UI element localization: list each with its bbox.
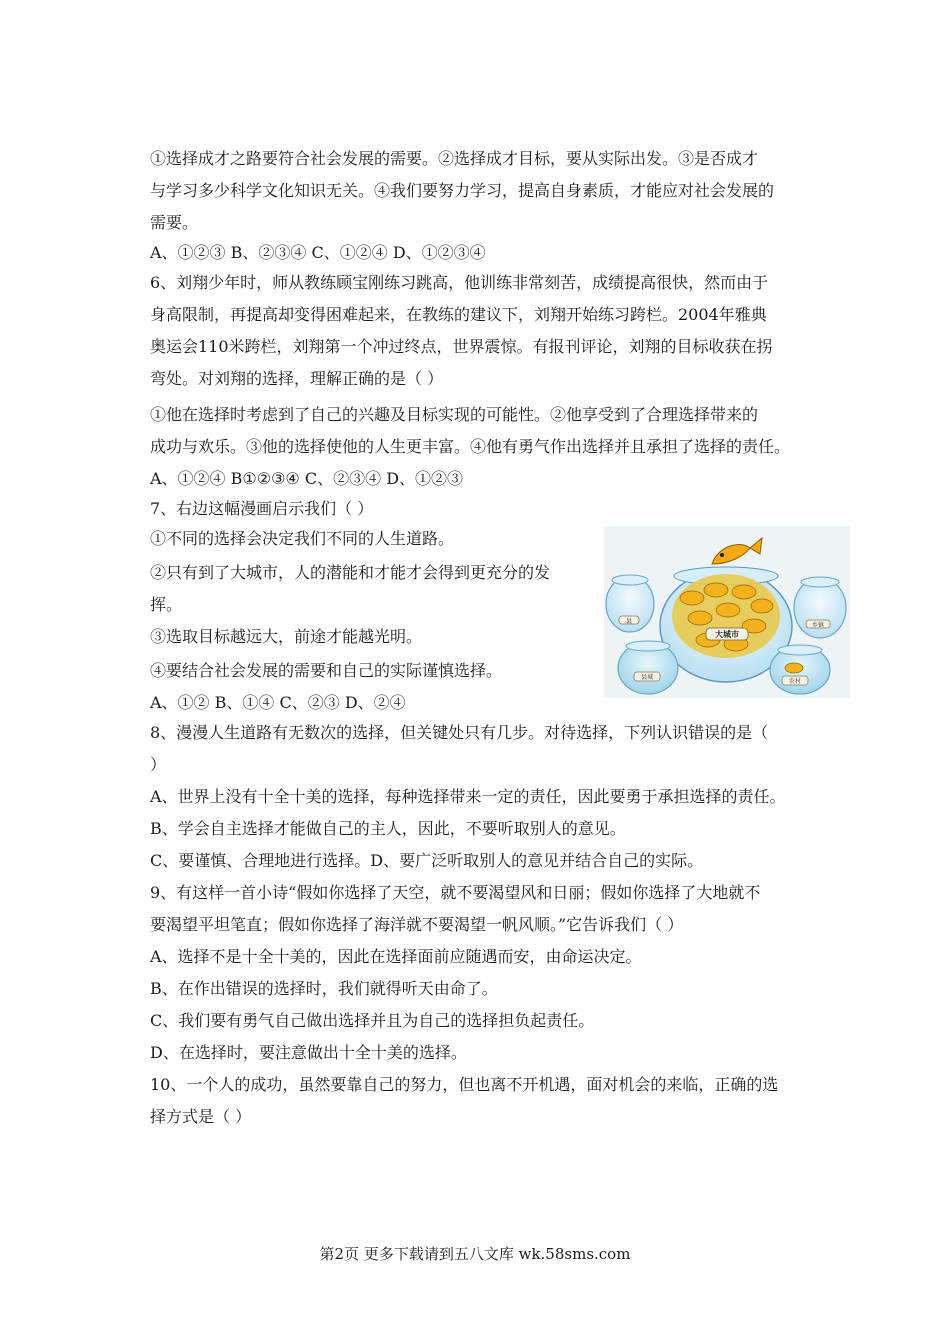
question-8: 8、漫漫人生道路有无数次的选择，但关键处只有几步。对待选择，下列认识错误的是（ [150,723,769,742]
goldfish-bowl-cartoon [594,511,850,698]
small-bowl [606,575,654,632]
option-a: A、世界上没有十全十美的选择，每种选择带来一定的责任，因此要勇于承担选择的责任。 [150,787,786,806]
small-bowl [770,645,830,694]
question-7: 7、右边这幅漫画启示我们（ ） [150,499,374,518]
text-line: ③选取目标越远大，前途才能越光明。 [150,627,423,646]
option-b: B、学会自主选择才能做自己的主人，因此，不要听取别人的意见。 [150,819,626,838]
text-line: ④要结合社会发展的需要和自己的实际谨慎选择。 [150,661,503,680]
answer-options: A、①② B、①④ C、②③ D、②④ [150,693,406,712]
question-9: 9、有这样一首小诗“假如你选择了天空，就不要渴望风和日丽；假如你选择了大地就不 [150,883,761,902]
small-bowl [794,577,846,638]
option-a: A、选择不是十全十美的，因此在选择面前应随遇而安，由命运决定。 [150,947,642,966]
big-bowl-label: 大城市 [715,629,739,639]
bowl-label: 乡 [594,511,601,518]
option-d: D、在选择时，要注意做出十全十美的选择。 [150,1043,467,1062]
small-bowl [594,510,600,518]
text-line: ①不同的选择会决定我们不同的人生道路。 [150,529,455,548]
text-line: ②只有到了大城市，人的潜能和才能才会得到更充分的发 [150,563,551,582]
text-line: 需要。 [150,213,199,232]
text-line: 成功与欢乐。③他的选择使他的人生更丰富。④他有勇气作出选择并且承担了选择的责任。 [150,437,791,456]
text-line: 奥运会110米跨栏，刘翔第一个冲过终点，世界震惊。有报刊评论，刘翔的目标收获在拐 [150,337,773,356]
option-b: B、在作出错误的选择时，我们就得听天由命了。 [150,979,498,998]
text-line: 要渴望平坦笔直；假如你选择了海洋就不要渴望一帆风顺。”它告诉我们（ ） [150,915,684,934]
answer-options: A、①②③ B、②③④ C、①②④ D、①②③④ [150,243,486,262]
text-line: ①选择成才之路要符合社会发展的需要。②选择成才目标，要从实际出发。③是否成才 [150,149,759,168]
bowl-label: 乡镇 [811,622,825,629]
question-6: 6、刘翔少年时，师从教练顾宝刚练习跳高，他训练非常刻苦，成绩提高很快，然而由于 [150,273,769,292]
text-line: 挥。 [150,595,183,614]
answer-options: A、①②④ B①②③④ C、②③④ D、①②③ [150,469,464,488]
text-line: ） [150,755,167,774]
bowl-label: 县城 [640,674,654,681]
bowl-label: 农村 [788,678,802,685]
option-c: C、我们要有勇气自己做出选择并且为自己的选择担负起责任。 [150,1011,595,1030]
bowl-label: 县 [625,618,633,625]
text-line: ①他在选择时考虑到了自己的兴趣及目标实现的可能性。②他享受到了合理选择带来的 [150,405,759,424]
page-footer: 第2页 更多下载请到五八文库 wk.58sms.com [319,1245,631,1263]
option-cd: C、要谨慎、合理地进行选择。D、要广泛听取别人的意见并结合自己的实际。 [150,851,704,870]
question-10: 10、一个人的成功，虽然要靠自己的努力，但也离不开机遇，面对机会的来临，正确的选 [150,1075,779,1094]
text-line: 择方式是（ ） [150,1107,252,1126]
text-line: 弯处。对刘翔的选择，理解正确的是（ ） [150,369,444,388]
text-line: 身高限制，再提高却变得困难起来，在教练的建议下，刘翔开始练习跨栏。2004年雅典 [150,305,767,324]
text-line: 与学习多少科学文化知识无关。④我们要努力学习，提高自身素质，才能应对社会发展的 [150,181,775,200]
small-bowl [618,641,678,694]
